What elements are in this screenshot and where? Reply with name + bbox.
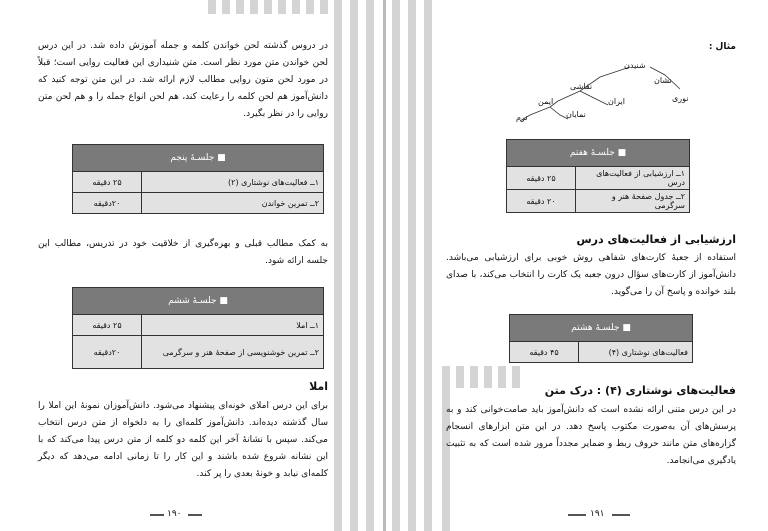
decorative-stripe xyxy=(306,0,314,14)
session6-row1-activity: ۱ــ املا xyxy=(142,315,324,336)
tree-word-4: ایران xyxy=(608,97,625,106)
session8-row1-activity: فعالیت‌های نوشتاری (۴) xyxy=(579,342,693,363)
session8-title: ■ جلسـهٔ هشتم xyxy=(510,315,693,342)
session8-table xyxy=(509,314,693,363)
session6-title: ■ جلسـهٔ ششم xyxy=(73,288,324,315)
session6-table xyxy=(72,287,324,369)
session6-row1-time: ۲۵ دقیقه xyxy=(73,315,142,336)
tree-word-2: نشان xyxy=(654,76,672,85)
decorative-stripe xyxy=(408,0,416,531)
session6-row2-time: ۲۰دقیقه xyxy=(73,336,142,369)
page-number: ۱۹۱ xyxy=(590,509,605,519)
page-number-line xyxy=(188,514,202,516)
mid-paragraph: به کمک مطالب قبلی و بهره‌گیری از خلاقیت خود در تدریس، مطالب این جلسه ارائه شود. xyxy=(38,239,328,266)
tree-word-7: نمایان xyxy=(566,110,586,119)
decorative-stripe xyxy=(264,0,272,14)
eval-paragraph: استفاده از جعبهٔ کارت‌های شفاهی روش خوبی برای ارزشیابی می‌باشد. دانش‌آموز از کارت‌های سؤال درون جعبه یک کارت را انتخاب می‌کند، با صدای بلند خوانده و پاسخ آن را می‌گوید. xyxy=(446,253,736,297)
session7-row1-activity: ۱ــ ارزشیابی از فعالیت‌های درس xyxy=(576,167,690,190)
decorative-stripe xyxy=(208,0,216,14)
decorative-stripe xyxy=(236,0,244,14)
session7-table xyxy=(506,139,690,213)
page-number-line xyxy=(612,514,630,516)
session8-row1-time: ۴۵ دقیقه xyxy=(510,342,579,363)
imla-heading: املا xyxy=(309,380,328,393)
tree-word-3: نقاشی xyxy=(570,82,593,91)
session5-row1-activity: ۱ــ فعالیت‌های نوشتاری (۲) xyxy=(142,172,324,193)
tree-word-5: نوری xyxy=(672,94,689,103)
session7-row1-time: ۲۵ دقیقه xyxy=(507,167,576,190)
decorative-stripe xyxy=(278,0,286,14)
tree-word-6: ایمن xyxy=(538,97,554,106)
tree-word-1: شنیدن xyxy=(624,61,646,70)
word-tree-lines xyxy=(480,55,700,130)
decorative-stripe xyxy=(350,0,358,531)
page-number: ۱۹۰ xyxy=(167,509,182,519)
decorative-stripe xyxy=(292,0,300,14)
session7-title: ■ جلسـهٔ هفتم xyxy=(507,140,690,167)
decorative-stripe xyxy=(392,0,400,531)
decorative-stripe xyxy=(366,0,374,531)
eval-heading: ارزشیابی از فعالیت‌های درس xyxy=(576,233,736,246)
session5-title: ■ جلسـهٔ پنجم xyxy=(73,145,324,172)
example-label: مثال : xyxy=(708,42,736,52)
page-number-line xyxy=(568,514,586,516)
tree-word-8: نرم xyxy=(516,113,528,122)
session5-row2-activity: ۲ــ تمرین خواندن xyxy=(142,193,324,214)
session7-row2-activity: ۲ــ جدول صفحهٔ هنر و سرگرمی xyxy=(576,190,690,213)
intro-paragraph: در دروس گذشته لحن خواندن کلمه و جمله آموزش داده شد. در این درس لحن خواندن متن مورد نظر است. متن شنیداری این فعالیت روایی است؛ قبلاً در مورد لحن متون روایی مطالب لازم ارائه شد. در این متن توجه کنید که دانش‌آموز هم لحن کلمه را رعایت کند، هم لحن انواع جمله را و هم لحن متن روایی را در نظر بگیرد. xyxy=(38,41,328,119)
decorative-stripe xyxy=(250,0,258,14)
decorative-stripe xyxy=(424,0,432,531)
imla-paragraph: برای این درس املای خونه‌ای پیشنهاد می‌شود. دانش‌آموزان نمونهٔ این املا را سال گذشته دیده‌اند. دانش‌آموز کلمه‌ای را به دلخواه از متن درس انتخاب می‌کند. سپس با نشانهٔ آخر این کلمه دو کلمه از متن درس پیدا می‌کند که با این نشانه شروع شده باشند و این کار را تا زمانی ادامه می‌دهد که دیگر کلمه‌ای نیابد و خونهٔ بعدی را پر کند. xyxy=(38,401,328,479)
writing-heading: فعالیت‌های نوشتاری (۴) : درک متن xyxy=(544,384,736,397)
page-number-line xyxy=(150,514,164,516)
decorative-stripe xyxy=(320,0,328,14)
decorative-stripe xyxy=(334,0,342,531)
session5-table xyxy=(72,144,324,214)
writing-paragraph: در این درس متنی ارائه نشده است که دانش‌آموز باید صامت‌خوانی کند و به پرسش‌های آن به‌صورت مکتوب پاسخ دهد. در این متن ابزارهای انسجام گزاره‌های متن مانند حروف ربط و ضمایر مجدداً مرور شده است که به تثبیت یادگیری می‌انجامد. xyxy=(446,405,736,466)
decorative-stripe xyxy=(222,0,230,14)
session7-row2-time: ۲۰ دقیقه xyxy=(507,190,576,213)
session5-row2-time: ۲۰دقیقه xyxy=(73,193,142,214)
session6-row2-activity: ۲ــ تمرین خوشنویسی از صفحهٔ هنر و سرگرمی xyxy=(142,336,324,369)
session5-row1-time: ۲۵ دقیقه xyxy=(73,172,142,193)
